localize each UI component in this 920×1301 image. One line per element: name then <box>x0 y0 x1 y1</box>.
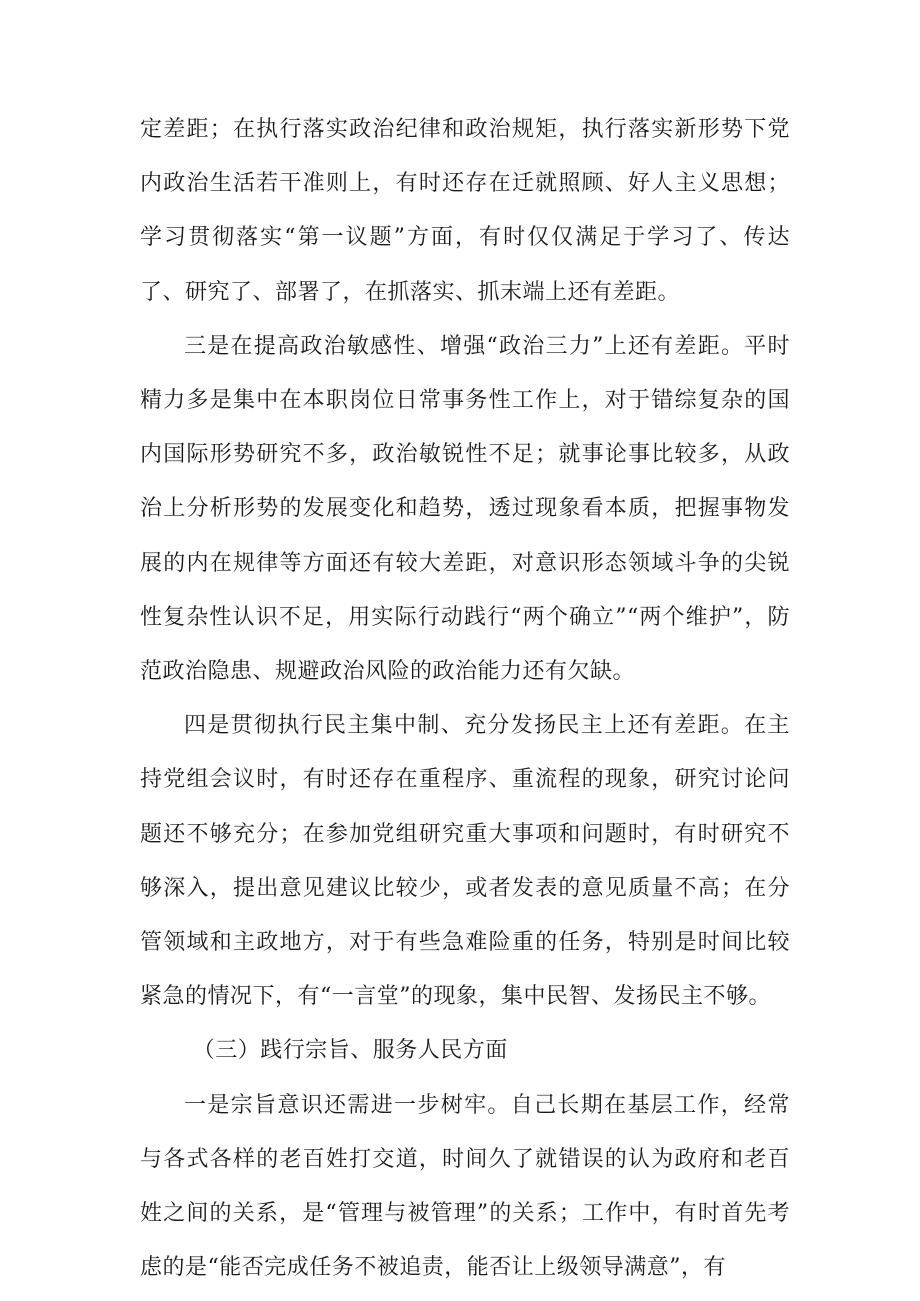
document-body <box>140 103 790 1295</box>
paragraph-continuation: 定差距；在执行落实政治纪律和政治规矩，执行落实新形势下党内政治生活若干准则上，有时还存在迁就照顾、好人主义思想；学习贯彻落实“第一议题”方面，有时仅仅满足于学习了、传达了、研究了、部署了，在抓落实、抓末端上还有差距。 <box>140 117 790 305</box>
paragraph-democratic-centralism: 四是贯彻执行民主集中制、充分发扬民主上还有差距。在主持党组会议时，有时还存在重程序、重流程的现象，研究讨论问题还不够充分；在参加党组研究重大事项和问题时，有时研究不够深入，提出意见建议比较少，或者发表的意见质量不高；在分管领域和主政地方，对于有些急难险重的任务，特别是时间比较紧急的情况下，有“一言堂”的现象，集中民智、发扬民主不够。 <box>140 713 790 1010</box>
paragraph-political-sensitivity: 三是在提高政治敏感性、增强“政治三力”上还有差距。平时精力多是集中在本职岗位日常事务性工作上，对于错综复杂的国内国际形势研究不多，政治敏锐性不足；就事论事比较多，从政治上分析形势的发展变化和趋势，透过现象看本质，把握事物发展的内在规律等方面还有较大差距，对意识形态领域斗争的尖锐性复杂性认识不足，用实际行动践行“两个确立”“两个维护”，防范政治隐患、规避政治风险的政治能力还有欠缺。 <box>140 333 790 685</box>
paragraph-purpose-awareness: 一是宗旨意识还需进一步树牢。自己长期在基层工作，经常与各式各样的老百姓打交道，时间久了就错误的认为政府和老百姓之间的关系，是“管理与被管理”的关系；工作中，有时首先考虑的是“能否完成任务不被追责，能否让上级领导满意”，有 <box>140 1092 790 1281</box>
section-heading-serve-people: （三）践行宗旨、服务人民方面 <box>192 1038 508 1064</box>
